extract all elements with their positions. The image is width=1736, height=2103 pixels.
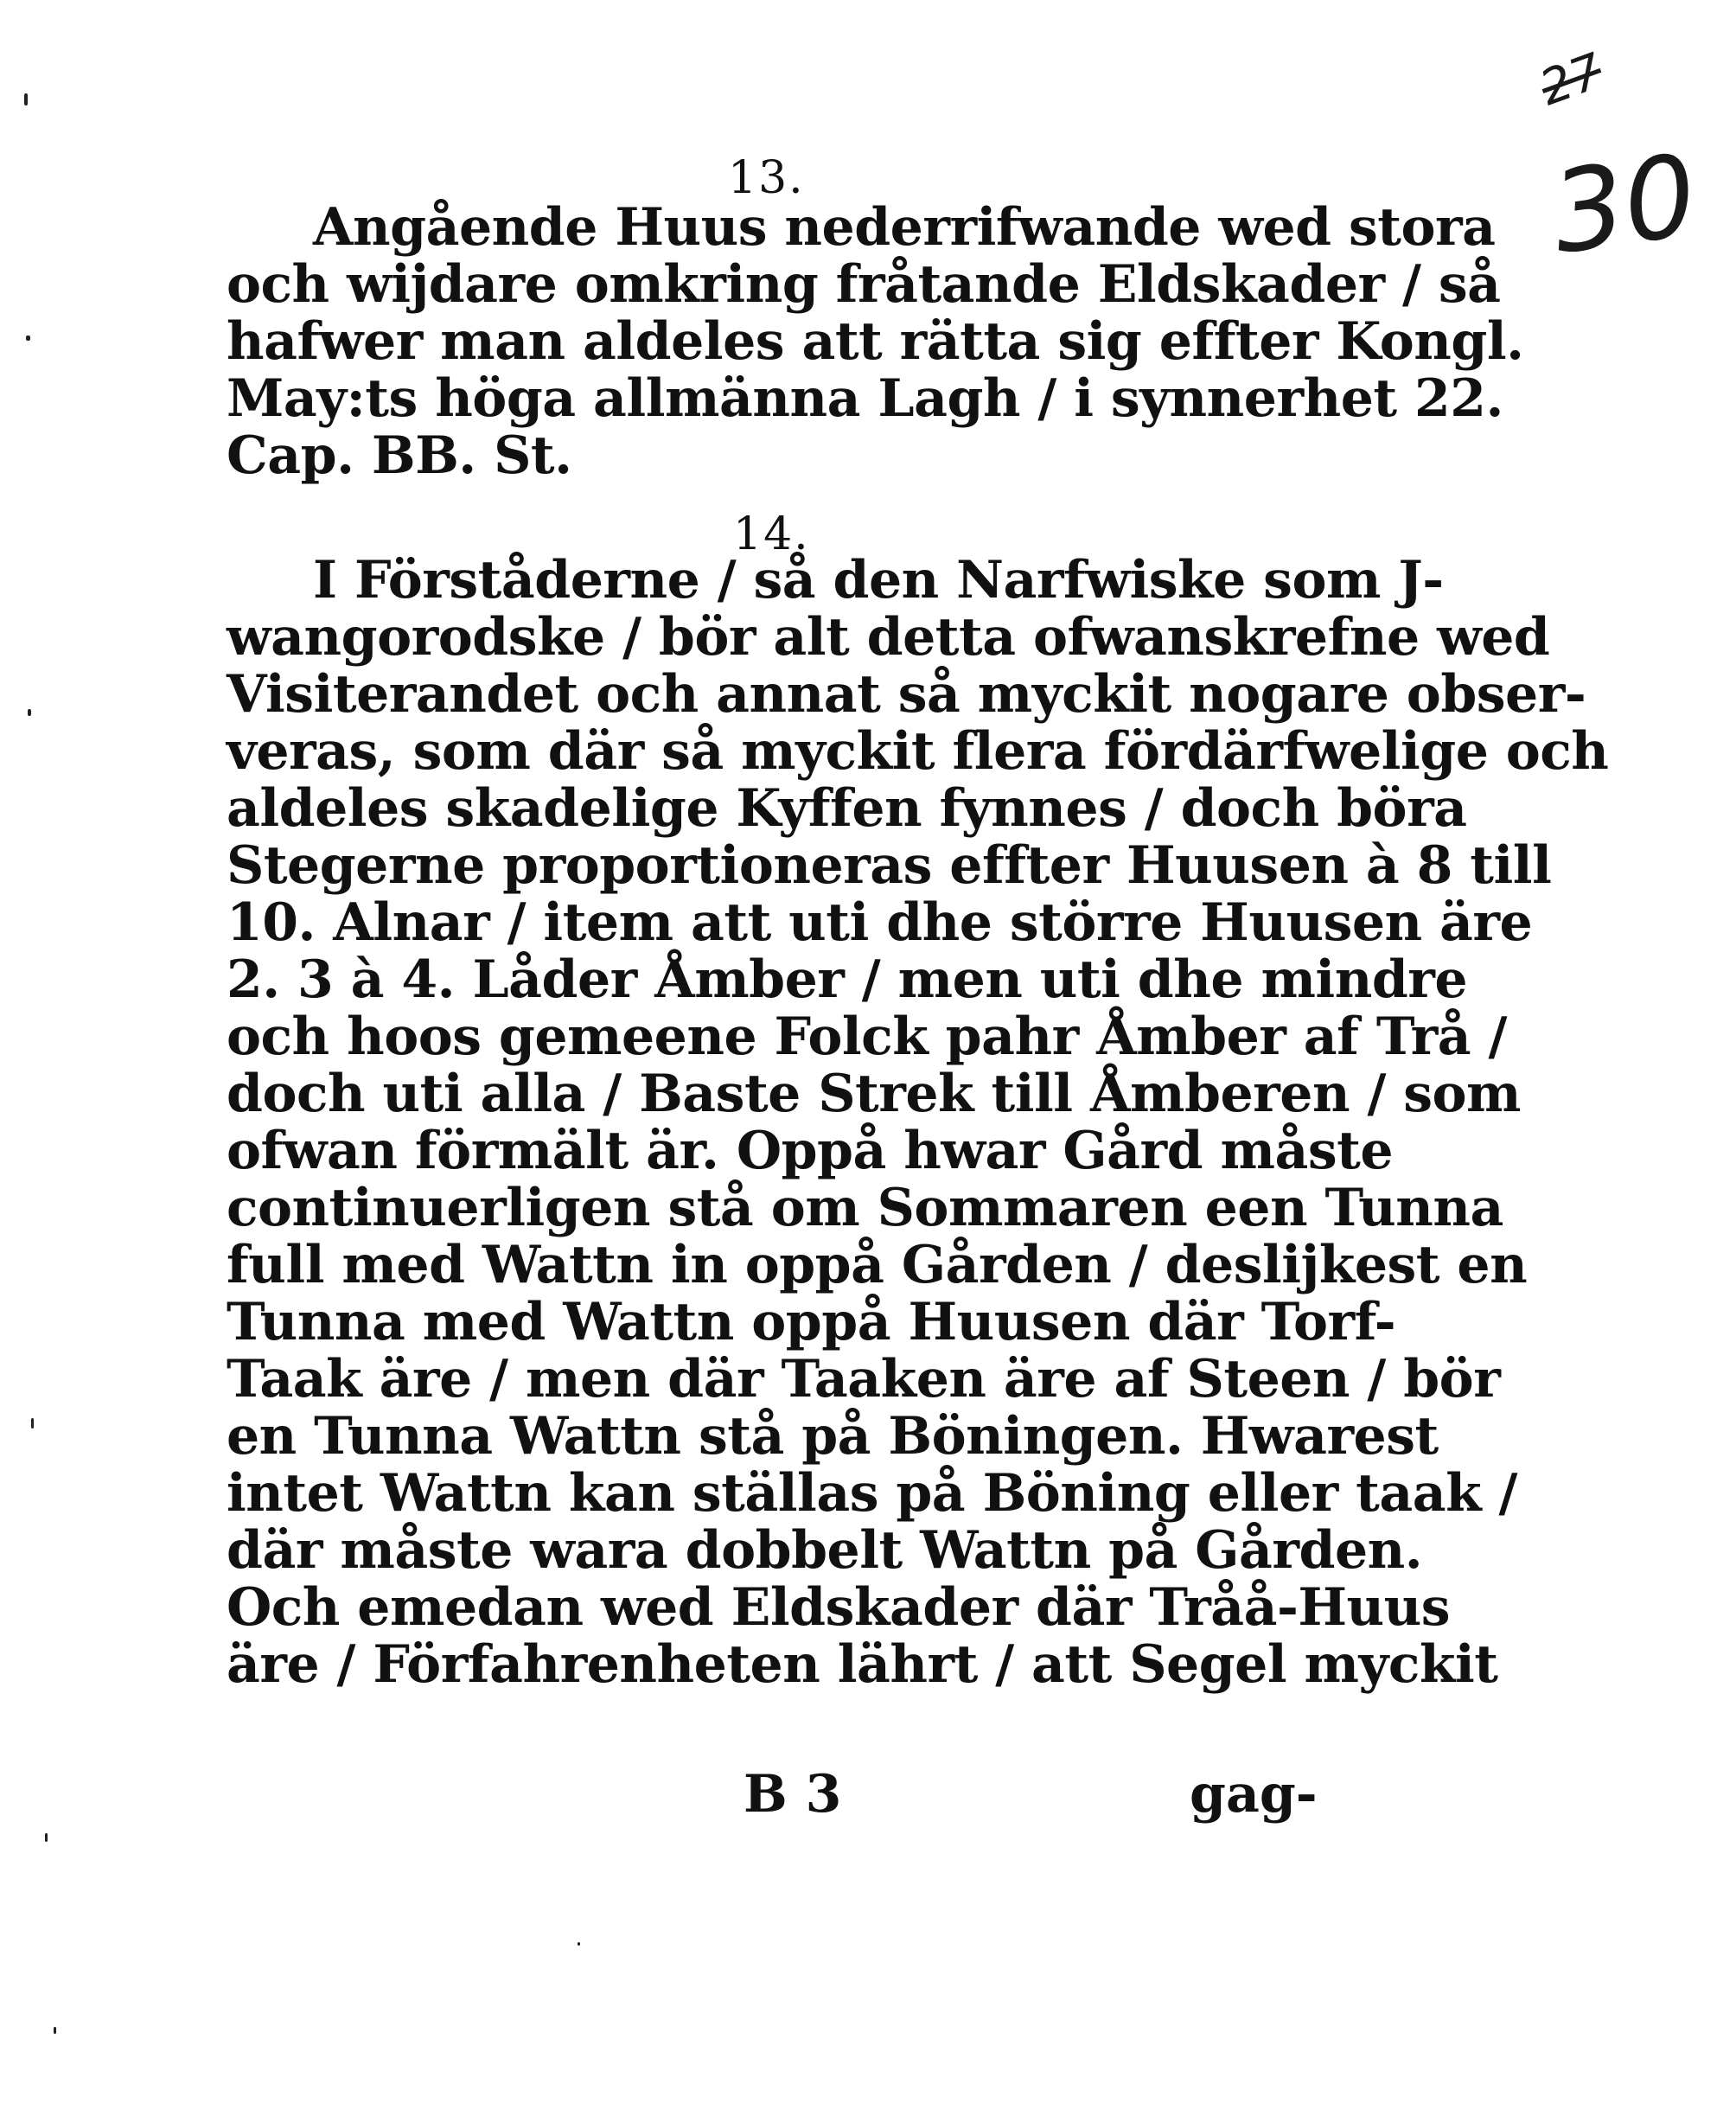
text-line: där måste wara dobbelt Wattn på Gården. bbox=[227, 1520, 1423, 1581]
scan-speck bbox=[24, 93, 28, 105]
text-line: Stegerne proportioneras effter Huusen à 8 till bbox=[227, 835, 1552, 896]
text-line: ofwan förmält är. Oppå hwar Gård måste bbox=[227, 1121, 1394, 1181]
text-line: aldeles skadelige Kyffen fynnes / doch böra bbox=[227, 778, 1467, 839]
scan-speck bbox=[54, 2027, 56, 2034]
text-line: Cap. BB. St. bbox=[227, 425, 572, 486]
text-line: en Tunna Wattn stå på Böningen. Hwarest bbox=[227, 1406, 1439, 1467]
text-line: intet Wattn kan ställas på Böning eller taak / bbox=[227, 1463, 1517, 1524]
text-line: och wijdare omkring fråtande Eldskader / så bbox=[227, 254, 1501, 315]
section-number-14: 14. bbox=[733, 508, 810, 560]
text-line: full med Wattn in oppå Gården / deslijkest en bbox=[227, 1235, 1528, 1295]
section-13-paragraph bbox=[227, 197, 1524, 486]
text-line: continuerligen stå om Sommaren een Tunna bbox=[227, 1178, 1503, 1238]
text-line: Taak äre / men där Taaken äre af Steen / bör bbox=[227, 1349, 1501, 1409]
text-line: doch uti alla / Baste Strek till Åmberen / som bbox=[227, 1064, 1522, 1124]
section-14-paragraph bbox=[227, 550, 1609, 1695]
scan-speck bbox=[31, 1418, 34, 1429]
text-line: Och emedan wed Eldskader där Tråå-Huus bbox=[227, 1577, 1451, 1638]
scan-speck bbox=[28, 709, 31, 716]
text-line: hafwer man aldeles att rätta sig effter Kongl. bbox=[227, 311, 1524, 372]
text-line: Tunna med Wattn oppå Huusen där Torf- bbox=[227, 1292, 1396, 1352]
text-line: 2. 3 à 4. Låder Åmber / men uti dhe mindre bbox=[227, 949, 1468, 1010]
text-line: 10. Alnar / item att uti dhe större Huusen äre bbox=[227, 892, 1533, 953]
scan-speck bbox=[578, 1942, 580, 1946]
text-line: Visiterandet och annat så myckit nogare obser- bbox=[227, 664, 1586, 725]
handwritten-struck-number: 27 bbox=[1533, 42, 1611, 118]
text-line: Angående Huus nederrifwande wed stora bbox=[313, 197, 1496, 258]
section-number-13: 13. bbox=[728, 152, 805, 204]
text-line: I Förståderne / så den Narfwiske som J- bbox=[313, 550, 1444, 610]
text-line: äre / Förfahrenheten lährt / att Segel myckit bbox=[227, 1634, 1498, 1695]
handwritten-page-number: 30 bbox=[1544, 129, 1705, 279]
scan-speck bbox=[45, 1833, 48, 1842]
text-line: May:ts höga allmänna Lagh / i synnerhet 22. bbox=[227, 368, 1503, 429]
text-line: wangorodske / bör alt detta ofwanskrefne wed bbox=[227, 607, 1550, 668]
scan-speck bbox=[26, 336, 30, 341]
text-line: och hoos gemeene Folck pahr Åmber af Trå / bbox=[227, 1007, 1507, 1067]
text-line: veras, som där så myckit flera fördärfwelige och bbox=[227, 721, 1609, 782]
catchword: gag- bbox=[1190, 1764, 1318, 1825]
signature-mark: B 3 bbox=[744, 1764, 842, 1825]
